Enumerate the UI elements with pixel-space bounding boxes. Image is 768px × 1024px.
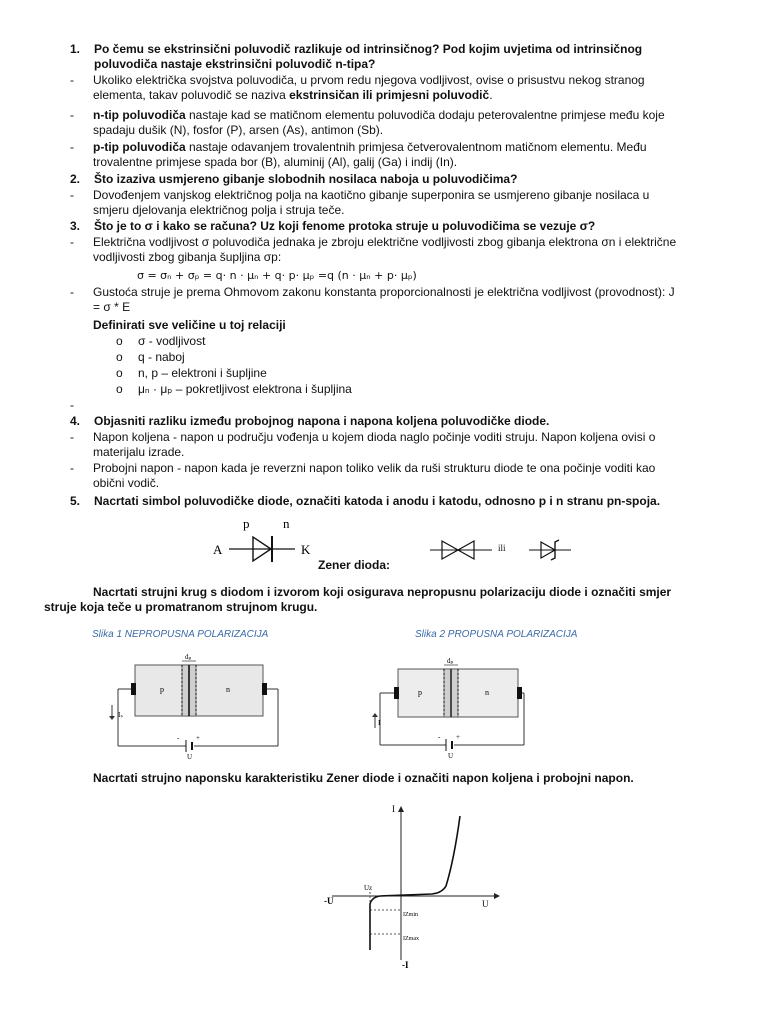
define-heading: Definirati sve veličine u toj relaciji xyxy=(93,318,286,332)
diode-n-label: n xyxy=(283,516,290,531)
uz-label: Uz xyxy=(364,884,373,892)
svg-text:+: + xyxy=(456,733,460,741)
y-pos-label: I xyxy=(392,804,395,814)
cathode-label: K xyxy=(301,542,311,557)
svg-text:dₚ: dₚ xyxy=(185,653,192,661)
x-pos-label: U xyxy=(482,899,489,909)
char-task: Nacrtati strujno naponsku karakteristiku Zener diode i označiti napon koljena i probojni napon. xyxy=(93,771,634,785)
characteristic-curve xyxy=(370,816,460,950)
svg-text:+: + xyxy=(196,734,200,742)
zener-symbol-2 xyxy=(527,535,573,565)
diode-p-label: p xyxy=(243,516,250,531)
anode-label: A xyxy=(213,542,223,557)
svg-text:p: p xyxy=(160,685,164,694)
empty-dash: - xyxy=(70,398,74,412)
svg-text:n: n xyxy=(226,685,230,694)
y-neg-label: -I xyxy=(402,960,409,970)
svg-text:U: U xyxy=(187,753,193,761)
ili-label: ili xyxy=(498,543,506,553)
slika2-circuit xyxy=(372,655,527,760)
diode-symbol xyxy=(205,515,325,565)
svg-text:-: - xyxy=(177,734,180,742)
x-neg-label: -U xyxy=(324,896,334,906)
svg-text:Iₛ: Iₛ xyxy=(118,711,123,719)
zener-iu-graph xyxy=(312,800,512,970)
question-text: Po čemu se ekstrinsični poluvodič razlikuje od intrinsičnog? Pod kojim uvjetima od intrinsičnog poluvodiča nastaje ekstrinsični poluvodič n-tipa? xyxy=(94,42,643,71)
zener-symbol-1 xyxy=(428,535,494,565)
slika1-caption: Slika 1 NEPROPUSNA POLARIZACIJA xyxy=(92,629,269,640)
question-number: 1. xyxy=(70,42,81,56)
zener-label: Zener dioda: xyxy=(318,558,391,572)
slika2-caption: Slika 2 PROPUSNA POLARIZACIJA xyxy=(415,629,578,640)
circuit-task: Nacrtati strujni krug s diodom i izvorom koji osigurava nepropusnu polarizaciju diode i označiti smjer struje koja teče u promatranom strujnom krugu. xyxy=(44,585,672,614)
svg-text:p: p xyxy=(418,688,422,697)
svg-text:n: n xyxy=(485,688,489,697)
svg-text:-: - xyxy=(438,733,441,741)
conductivity-formula: σ = σₙ + σₚ = q· n · μₙ + q· p· μₚ =q (n · μₙ + p· μₚ) xyxy=(137,269,417,282)
slika1-circuit xyxy=(108,650,298,762)
izmin-label: IZmin xyxy=(403,912,418,918)
svg-text:U: U xyxy=(448,752,454,760)
svg-text:I: I xyxy=(378,719,381,727)
svg-text:dₚ: dₚ xyxy=(447,657,454,665)
izmax-label: IZmax xyxy=(403,936,419,942)
